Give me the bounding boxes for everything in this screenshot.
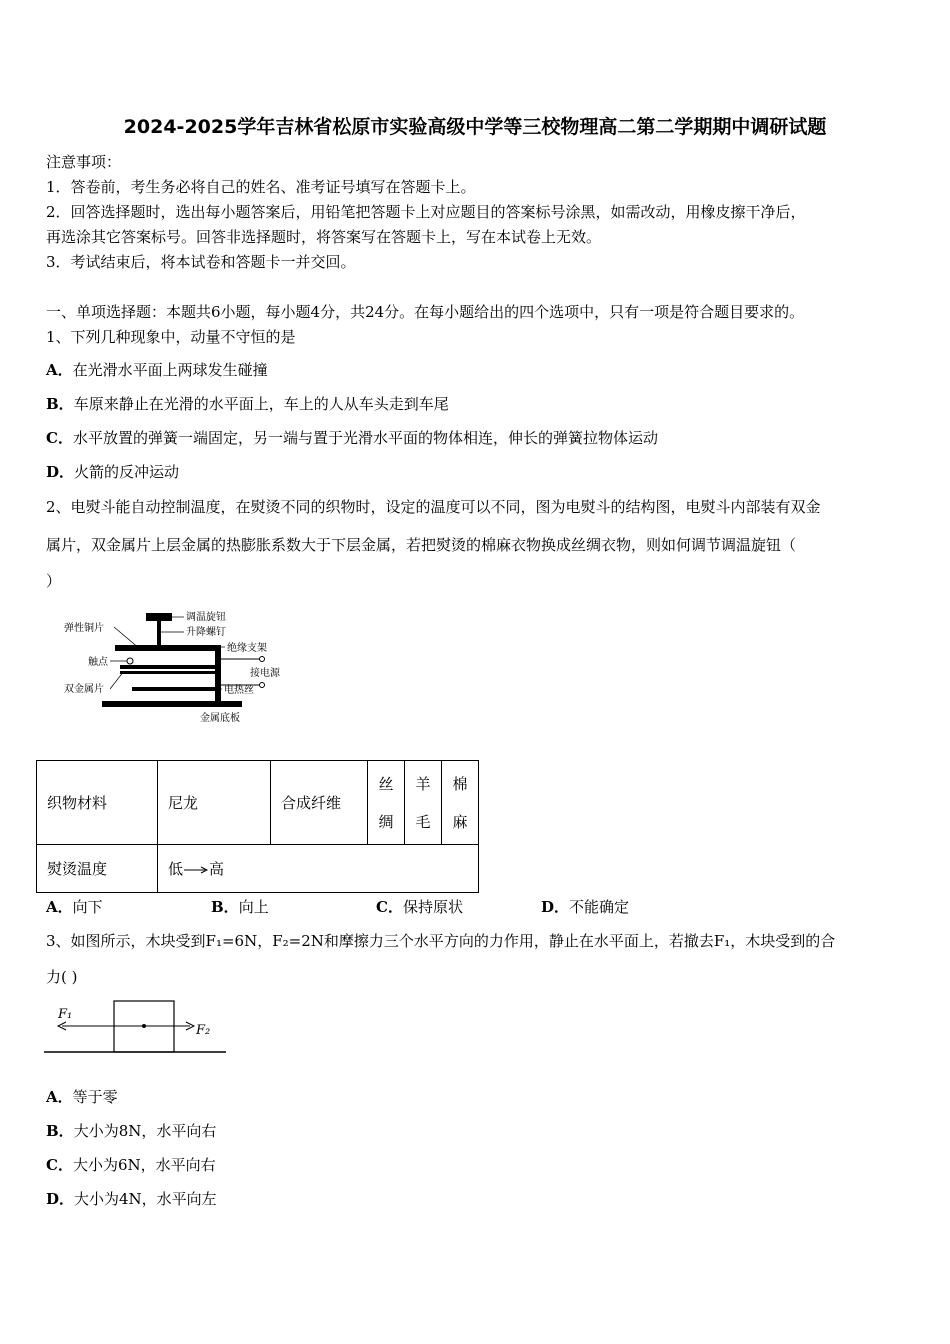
cell-char: 绸 <box>378 812 394 831</box>
label-knob: 调温旋钮 <box>186 612 226 623</box>
option-letter: B． <box>211 898 239 916</box>
question-2-line-1: 2、电熨斗能自动控制温度，在熨烫不同的织物时，设定的温度可以不同，图为电熨斗的结构图，电熨斗内部装有双金 <box>46 498 821 516</box>
fabric-temperature-table <box>36 760 479 893</box>
option-letter: B． <box>46 1122 74 1140</box>
question-1-option-d[interactable] <box>46 463 179 481</box>
terminal-shape <box>260 657 265 662</box>
option-text: 水平放置的弹簧一端固定，另一端与置于光滑水平面的物体相连，伸长的弹簧拉物体运动 <box>72 429 658 447</box>
temp-high: 高 <box>209 860 225 878</box>
option-letter: A． <box>46 1088 73 1106</box>
bimetal-top-shape <box>120 665 220 669</box>
option-letter: C． <box>46 1156 73 1174</box>
cell-char: 羊 <box>415 774 431 793</box>
label-screw: 升降螺钉 <box>186 627 226 638</box>
label-spring: 弹性铜片 <box>64 623 104 634</box>
option-letter: D． <box>541 898 570 916</box>
cell-char: 毛 <box>415 812 431 831</box>
question-3-option-c[interactable] <box>46 1156 216 1174</box>
notice-item-3: 3．考试结束后，将本试卷和答题卡一并交回。 <box>46 253 356 271</box>
label-base: 金属底板 <box>200 713 240 724</box>
bimetal-bottom-shape <box>120 671 220 674</box>
cell-char: 棉 <box>452 774 468 793</box>
option-letter: A． <box>46 361 73 379</box>
table-cell: 合成纤维 <box>271 761 368 845</box>
question-2-line-2: 属片，双金属片上层金属的热膨胀系数大于下层金属，若把熨烫的棉麻衣物换成丝绸衣物，则如何调节调温旋钮（ <box>46 536 797 554</box>
label-power: 接电源 <box>250 668 280 679</box>
option-text: 保持原状 <box>402 898 463 916</box>
option-text: 向下 <box>72 898 103 916</box>
table-cell <box>442 761 479 845</box>
option-letter: D． <box>46 463 75 481</box>
notice-item-2-line-1: 2．回答选择题时，选出每小题答案后，用铅笔把答题卡上对应题目的答案标号涂黑，如需改动，用橡皮擦干净后， <box>46 203 806 221</box>
question-3-line-1: 3、如图所示，木块受到F₁=6N，F₂=2N和摩擦力三个水平方向的力作用，静止在水平面上，若撤去F₁，木块受到的合 <box>46 932 836 950</box>
question-1-stem: 1、下列几种现象中，动量不守恒的是 <box>46 328 296 346</box>
question-3-option-d[interactable] <box>46 1190 217 1208</box>
cell-char: 丝 <box>378 774 394 793</box>
question-1-option-c[interactable] <box>46 429 658 447</box>
question-2-option-a[interactable] <box>46 898 103 916</box>
section-heading: 一、单项选择题：本题共6小题，每小题4分，共24分。在每小题给出的四个选项中，只有一项是符合题目要求的。 <box>46 303 805 321</box>
cell-char: 麻 <box>452 812 468 831</box>
table-row <box>37 845 479 893</box>
support-post-shape <box>215 645 221 705</box>
label-wire: 电热丝 <box>224 685 254 696</box>
option-letter: C． <box>46 429 73 447</box>
option-letter: D． <box>46 1190 75 1208</box>
table-cell <box>368 761 405 845</box>
terminal-shape <box>260 683 265 688</box>
option-text: 等于零 <box>72 1088 118 1106</box>
option-text: 车原来静止在光滑的水平面上，车上的人从车头走到车尾 <box>73 395 449 413</box>
option-text: 火箭的反冲运动 <box>74 463 180 481</box>
question-2-option-d[interactable] <box>541 898 629 916</box>
iron-structure-diagram <box>60 605 300 725</box>
option-text: 大小为6N，水平向右 <box>72 1156 216 1174</box>
label-contact: 触点 <box>88 657 108 668</box>
page-title: 2024-2025学年吉林省松原市实验高级中学等三校物理高二第二学期期中调研试题 <box>123 116 827 138</box>
option-letter: A． <box>46 898 73 916</box>
question-2-line-3: ） <box>46 572 62 590</box>
question-3-option-a[interactable] <box>46 1088 118 1106</box>
question-3-option-b[interactable] <box>46 1122 216 1140</box>
table-cell: 尼龙 <box>158 761 271 845</box>
option-letter: C． <box>376 898 403 916</box>
question-2-option-c[interactable] <box>376 898 463 916</box>
question-1-option-a[interactable] <box>46 361 268 379</box>
table-cell <box>405 761 442 845</box>
arrow-right-icon <box>183 865 209 875</box>
table-row <box>37 761 479 845</box>
option-text: 在光滑水平面上两球发生碰撞 <box>72 361 268 379</box>
table-cell: 织物材料 <box>37 761 158 845</box>
question-3-line-2: 力( ) <box>46 968 78 986</box>
question-1-option-b[interactable] <box>46 395 449 413</box>
support-top-shape <box>115 645 221 651</box>
f1-label: F₁ <box>58 1007 73 1022</box>
notice-item-2-line-2: 再选涂其它答案标号。回答非选择题时，将答案写在答题卡上，写在本试卷上无效。 <box>46 228 602 246</box>
option-text: 向上 <box>238 898 269 916</box>
temp-low: 低 <box>168 860 184 878</box>
option-text: 不能确定 <box>569 898 630 916</box>
option-letter: B． <box>46 395 74 413</box>
label-support: 绝缘支架 <box>227 643 267 654</box>
option-text: 大小为8N，水平向右 <box>73 1122 217 1140</box>
table-cell: 熨烫温度 <box>37 845 158 893</box>
base-plate-shape <box>102 701 242 707</box>
knob-shape <box>146 613 172 621</box>
question-2-option-b[interactable] <box>211 898 269 916</box>
notice-item-1: 1．答卷前，考生务必将自己的姓名、准考证号填写在答题卡上。 <box>46 178 476 196</box>
heating-wire-shape <box>132 687 220 691</box>
contact-shape <box>127 658 133 664</box>
table-cell <box>158 845 479 893</box>
force-diagram <box>44 998 230 1056</box>
label-bimetal: 双金属片 <box>64 684 104 695</box>
f2-label: F₂ <box>196 1023 211 1038</box>
notice-heading: 注意事项： <box>46 153 122 171</box>
leader-line <box>110 671 124 689</box>
option-text: 大小为4N，水平向左 <box>74 1190 217 1208</box>
